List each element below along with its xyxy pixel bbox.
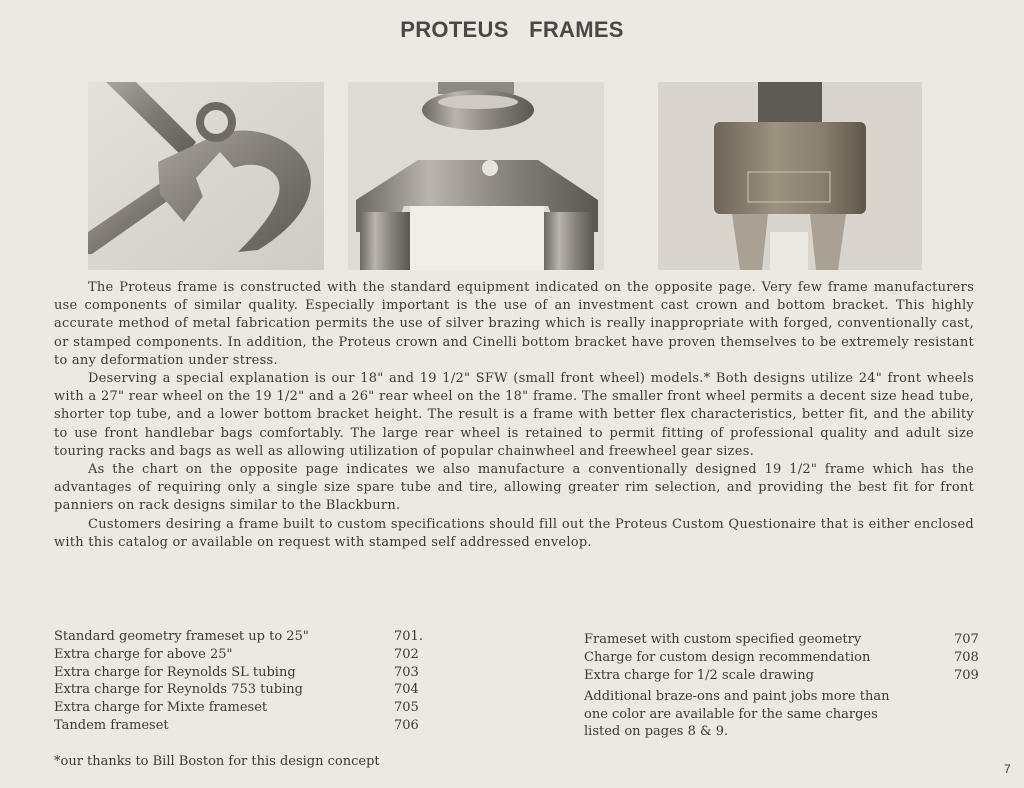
item-label: Tandem frameset xyxy=(54,717,169,733)
item-code: 709 xyxy=(954,667,979,683)
paragraph: The Proteus frame is constructed with the standard equipment indicated on the opposite page. Very few frame manufacturers use components of similar quality. Especially important is the use of an investment cast crown and bottom bracket. This highly accurate method of metal fabrication permits the use of silver brazing which is really inappropriate with forged, conventionally cast, or stamped components. In addition, the Proteus crown and Cinelli bottom bracket have proven themselves to be extremely resistant to any deformation under stress. xyxy=(54,280,974,368)
list-item xyxy=(54,699,434,717)
item-label: Standard geometry frameset up to 25" xyxy=(54,629,309,644)
paragraph: Customers desiring a frame built to custom specifications should fill out the Proteus Custom Questionaire that is either enclosed with this catalog or available on request with stamped self addressed envelop. xyxy=(54,516,974,550)
list-item xyxy=(584,631,984,649)
item-code: 704 xyxy=(394,682,419,698)
list-item xyxy=(54,646,434,664)
item-label: Extra charge for Mixte frameset xyxy=(54,700,268,716)
item-label: Extra charge for above 25" xyxy=(54,646,233,662)
item-code: 702 xyxy=(394,646,419,662)
item-label: Frameset with custom specified geometry xyxy=(584,632,862,647)
item-label: Extra charge for Reynolds SL tubing xyxy=(54,664,296,680)
item-code: 708 xyxy=(954,649,979,665)
item-label: Extra charge for Reynolds 753 tubing xyxy=(54,682,303,698)
dropout-lug-photo xyxy=(88,82,324,270)
item-label: Charge for custom design recommendation xyxy=(584,649,871,665)
price-list-left xyxy=(54,628,434,735)
price-list-right xyxy=(584,631,984,741)
item-code: 706 xyxy=(394,717,419,733)
item-code: 705 xyxy=(394,700,419,716)
page-title: PROTEUS FRAMES xyxy=(400,17,624,42)
braze-on-note: Additional braze-ons and paint jobs more than one color are available for the same charges listed on pages 8 & 9. xyxy=(584,689,890,740)
list-item xyxy=(54,681,434,699)
bottom-bracket-shell-photo xyxy=(658,82,922,270)
list-item xyxy=(54,717,434,735)
paragraph: Deserving a special explanation is our 18" and 19 1/2" SFW (small front wheel) models.* Both designs utilize 24" front wheels with a 27" rear wheel on the 19 1/2" and a 26" rear wheel on the 18" frame. The smaller front wheel permits a decent size head tube, shorter top tube, and a lower bottom bracket height. The result is a frame with better flex characteristics, better fit, and the ability to use front handlebar bags comfortably. The large rear wheel is retained to permit fitting of professional quality and adult size touring racks and bags as well as allowing utilization of popular chainwheel and freewheel gear sizes. xyxy=(54,371,974,459)
footnote: *our thanks to Bill Boston for this design concept xyxy=(54,754,380,769)
list-item xyxy=(584,667,984,685)
fork-crown-photo xyxy=(348,82,604,270)
paragraph: As the chart on the opposite page indicates we also manufacture a conventionally designed 19 1/2" frame which has the advantages of requiring only a single size spare tube and tire, allowing greater rim selection, and providing the best fit for front panniers on rack designs similar to the Blackburn. xyxy=(54,462,974,514)
list-item xyxy=(584,649,984,667)
item-code: 701. xyxy=(394,629,423,644)
item-label: Extra charge for 1/2 scale drawing xyxy=(584,667,814,683)
page-number: 7 xyxy=(1004,762,1011,776)
list-item xyxy=(54,628,434,646)
description-text xyxy=(54,279,974,552)
item-code: 703 xyxy=(394,664,419,680)
list-item xyxy=(54,664,434,682)
item-code: 707 xyxy=(954,632,979,647)
